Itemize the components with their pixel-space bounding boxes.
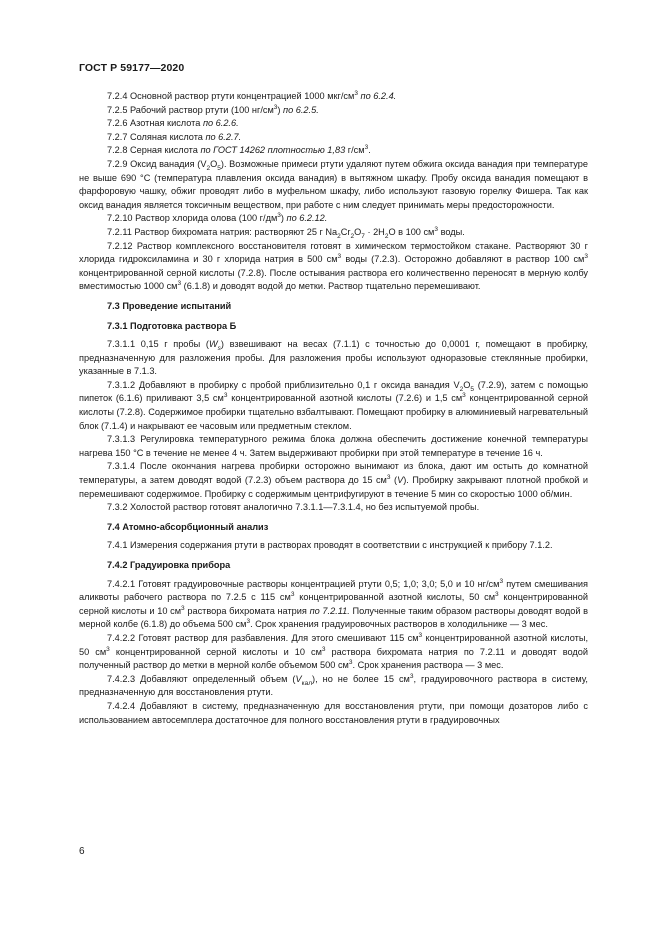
paragraph: 7.4.2.4 Добавляют в систему, предназначенную для восстановления ртути, при помощи дозаторов либо с использованием автосемплера достаточное для полного восстановления ртути в градуировочных	[79, 700, 588, 725]
paragraph: 7.4.2.1 Готовят градуировочные растворы концентрацией ртути 0,5; 1,0; 3,0; 5,0 и 10 $нг/см^3$ путем смешивания аликвоты рабочего раствора по 7.2.5 с 115 $см^3$ концентрированной азотной кислоты, 50 $см^3$ концентрированной серной кислоты и 10 $см^3$ раствора бихромата натрия по 7.2.11. Полученные таким образом растворы доводят водой в мерной колбе (6.1.8) до объема 500 $см^3$. Срок хранения градуировочных растворов в холодильнике — 3 мес.	[79, 577, 589, 630]
document-body	[79, 90, 588, 727]
section-heading: 7.4.2 Градуировка прибора	[107, 560, 231, 570]
paragraph: 7.2.7 Соляная кислота по 6.2.7.	[107, 131, 242, 142]
paragraph: 7.2.4 Основной раствор ртути концентрацией 1000 мкг/$см^3$ по 6.2.4.	[107, 89, 397, 101]
paragraph: 7.3.2 Холостой раствор готовят аналогично 7.3.1.1—7.3.1.4, но без испытуемой пробы.	[107, 502, 480, 513]
paragraph: 7.2.9 Оксид ванадия $(V_2O_5)$. Возможные примеси ртути удаляют путем обжига оксида ванадия при температуре не выше 690 °С (температура плавления оксида ванадия) в вытяжном шкафу. Пробу оксида ванадия помещают в фарфоровую чашку, обжиг проводят либо в муфельном шкафу, либо используют газовую горелку Фишера. Так как оксид ванадия является токсичным веществом, при работе с ним следует принимать меры предосторожности.	[79, 158, 588, 210]
page-number: 6	[79, 846, 85, 857]
paragraph: 7.2.12 Раствор комплексного восстановителя готовят в химическом термостойком стакане. Растворяют 30 г хлорида гидроксиламина и 30 г хлорида натрия в 500 $см^3$ воды (7.2.3). Осторожно добавляют в раствор 100 $см^3$ концентрированной серной кислоты (7.2.8). После остывания раствора его количественно переносят в мерную колбу вместимостью 1000 $см^3$ (6.1.8) и доводят водой до метки. Раствор тщательно перемешивают.	[79, 240, 588, 292]
paragraph: 7.2.8 Серная кислота по ГОСТ 14262 плотностью 1,83 $г/см^3$.	[107, 144, 371, 156]
section-heading: 7.3 Проведение испытаний	[107, 300, 232, 311]
paragraph: 7.3.1.4 После окончания нагрева пробирки осторожно вынимают из блока, дают им остыть до комнатной температуры, а затем доводят водой (7.2.3) объем раствора до 15 $см^3$ (V). Пробирку закрывают плотной пробкой и перемешивают содержимое. Пробирку с содержимым центрифугируют в течение 5 мин со скоростью 1000 об/мин.	[79, 461, 588, 499]
paragraph: 7.2.11 Раствор бихромата натрия: растворяют 25 г $Na_2Cr_2O_7 \cdot 2H_2O$ в 100 $см^3$ воды.	[107, 225, 465, 240]
paragraph: 7.4.2.2 Готовят раствор для разбавления. Для этого смешивают 115 $см^3$ концентрированной азотной кислоты, 50 $см^3$ концентрированной серной кислоты и 10 $см^3$ раствора бихромата натрия по 7.2.11 и доводят водой полученный раствор до метки в мерной колбе объемом 500 $см^3$. Срок хранения раствора — 3 мес.	[79, 631, 588, 671]
paragraph: 7.2.10 Раствор хлорида олова (100 $г/дм^3$) по 6.2.12.	[107, 212, 328, 224]
paragraph: 7.2.5 Рабочий раствор ртути (100 $нг/см^3$) по 6.2.5.	[107, 103, 319, 115]
paragraph: 7.3.1.3 Регулировка температурного режима блока должна обеспечить достижение конечной температуры нагрева 150 °С в течение не менее 4 ч. Затем выдерживают пробирки при этой температуре в течение 16 ч.	[79, 434, 588, 458]
document-header: ГОСТ Р 59177—2020	[79, 62, 185, 74]
section-heading: 7.4 Атомно-абсорбционный анализ	[107, 521, 269, 532]
section-heading: 7.3.1 Подготовка раствора Б	[107, 320, 237, 331]
paragraph: 7.3.1.2 Добавляют в пробирку с пробой приблизительно 0,1 г оксида ванадия $V_2O_5$ (7.2.9), затем с помощью пипеток (6.1.6) приливают 3,5 $см^3$ концентрированной азотной кислоты (7.2.6) и 1,5 $см^3$ концентрированной серной кислоты (7.2.8). Содержимое пробирки тщательно взбалтывают. Помещают пробирку в алюминиевый нагревательный блок (7.1.4) и накрывают ее часовым или предметным стеклом.	[79, 379, 589, 431]
paragraph: 7.2.6 Азотная кислота по 6.2.6.	[107, 118, 239, 129]
paragraph: 7.4.2.3 Добавляют определенный объем $(V_{кал})$, но не более 15 $см^3$, градуировочного раствора в систему, предназначенную для восстановления ртути.	[79, 672, 588, 698]
paragraph: 7.4.1 Измерения содержания ртути в растворах проводят в соответствии с инструкцией к прибору 7.1.2.	[107, 540, 553, 551]
paragraph: 7.3.1.1 0,15 г пробы $(W_s)$ взвешивают на весах (7.1.1) с точностью до 0,0001 г, помещают в пробирку, предназначенную для разложения пробы. Для разложения пробы используют одноразовые стеклянные пробирки, указанные в 7.1.3.	[79, 339, 588, 377]
